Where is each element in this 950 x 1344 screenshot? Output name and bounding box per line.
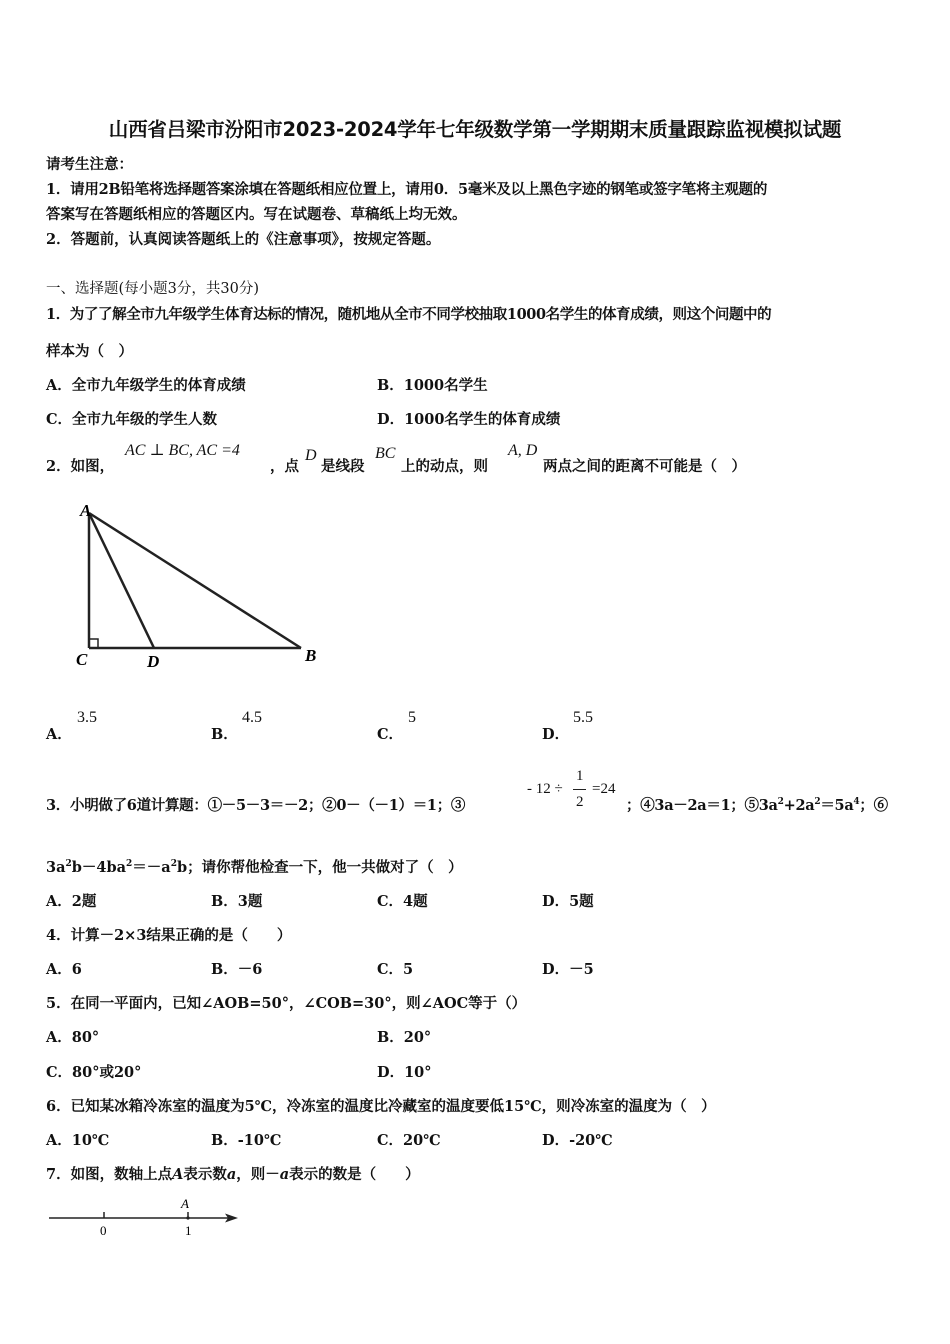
q2-option-a-value: 3.5 [77,709,97,726]
section-heading: 一、选择题(每小题3分，共30分) [46,281,259,297]
q2-math-d: D [305,447,317,464]
q6-option-a: A．10℃ [46,1132,110,1149]
q6-option-d: D．-20℃ [542,1132,613,1149]
q3-math-right: =24 [592,781,616,797]
label-one: 1 [185,1223,192,1238]
page-title: 山西省吕梁市汾阳市2023-2024学年七年级数学第一学期期末质量跟踪监视模拟试题 [108,118,842,141]
label-a: A [80,501,92,520]
q1-stem-line1: 1．为了了解全市九年级学生体育达标的情况，随机地从全市不同学校抽取1000名学生的体育成绩，则这个问题中的 [46,306,772,323]
label-zero: 0 [100,1223,107,1238]
point-a [186,1216,189,1219]
q3-stem-line2: $3a^2b-4ba^2=-a^2b$；请你帮他检查一下，他一共做对了（ ） [46,859,463,876]
notice-line1b: 答案写在答题纸相应的答题区内。写在试题卷、草稿纸上均无效。 [46,206,467,223]
q2-math-perp: AC ⊥ BC, AC =4 [125,442,240,459]
q2-option-a-label: A． [46,726,72,743]
q5-option-a: A．80° [46,1029,100,1046]
q6-option-c: C．20℃ [377,1132,441,1149]
q5-option-c: C．80°或20° [46,1064,142,1081]
q3-stem-part1: 3．小明做了6道计算题：①－5－3＝－2；②0－（－1）＝1；③ [46,797,466,814]
q3-option-b: B．3题 [211,893,263,910]
q2-stem-part5: 两点之间的距离不可能是（ ） [543,458,746,475]
q2-option-b-value: 4.5 [242,709,262,726]
q1-option-d: D．1000名学生的体育成绩 [377,411,561,428]
q2-option-c-value: 5 [408,709,416,726]
q2-math-bc: BC [375,445,396,462]
notice-line2: 2．答题前，认真阅读答题纸上的《注意事项》，按规定答题。 [46,231,441,248]
q2-option-c-label: C． [377,726,404,743]
q7-number-line-figure [45,1193,245,1241]
q5-option-b: B．20° [377,1029,432,1046]
q4-stem: 4．计算－2×3结果正确的是（ ） [46,927,292,944]
q1-option-b: B．1000名学生 [377,377,488,394]
q2-stem-part3: 是线段 [321,458,365,475]
q6-stem: 6．已知某冰箱冷冻室的温度为5℃，冷冻室的温度比冷藏室的温度要低15℃，则冷冻室的温度为（ ） [46,1098,716,1115]
q3-math-numerator: 1 [576,768,584,784]
q1-option-c: C．全市九年级的学生人数 [46,411,218,428]
q5-option-d: D．10° [377,1064,432,1081]
q4-option-a: A．6 [46,961,82,978]
q1-option-a: A．全市九年级学生的体育成绩 [46,377,246,394]
q3-stem-part2: ；④3a－2a＝1；$⑤3a^2+2a^2=5a^4$；⑥ [626,797,888,814]
q2-stem-part1: 2．如图， [46,458,115,475]
q4-option-b: B．－6 [211,961,263,978]
q4-option-c: C．5 [377,961,414,978]
q7-stem: 7．如图，数轴上点A表示数a，则－a表示的数是（ ） [46,1166,420,1183]
q2-math-ad: A, D [508,442,538,459]
q4-option-d: D．－5 [542,961,594,978]
q2-option-d-label: D． [542,726,570,743]
q3-option-c: C．4题 [377,893,428,910]
label-d: D [147,652,160,671]
q2-stem-part4: 上的动点，则 [401,458,488,475]
q3-option-a: A．2题 [46,893,97,910]
q2-stem-part2: ，点 [270,458,299,475]
label-c: C [76,650,88,669]
q2-option-d-value: 5.5 [573,709,593,726]
label-b: B [305,646,317,665]
q3-math-denominator: 2 [576,794,584,810]
q6-option-b: B．-10℃ [211,1132,282,1149]
q3-fraction-bar [573,789,586,790]
notice-line1a: 1．请用2B铅笔将选择题答案涂填在答题纸相应位置上，请用0．5毫米及以上黑色字迹的钢笔或签字笔将主观题的 [46,181,768,198]
q3-math-left: - 12 ÷ [527,781,563,797]
q2-triangle-figure [50,495,340,675]
q2-option-b-label: B． [211,726,238,743]
q3-option-d: D．5题 [542,893,594,910]
q5-stem: 5．在同一平面内，已知∠AOB=50°，∠COB=30°，则∠AOC等于（） [46,995,527,1012]
notice-heading: 请考生注意： [46,156,133,173]
q1-stem-line2: 样本为（ ） [46,343,133,360]
right-angle-mark [89,639,98,648]
label-point-a: A [181,1196,189,1211]
